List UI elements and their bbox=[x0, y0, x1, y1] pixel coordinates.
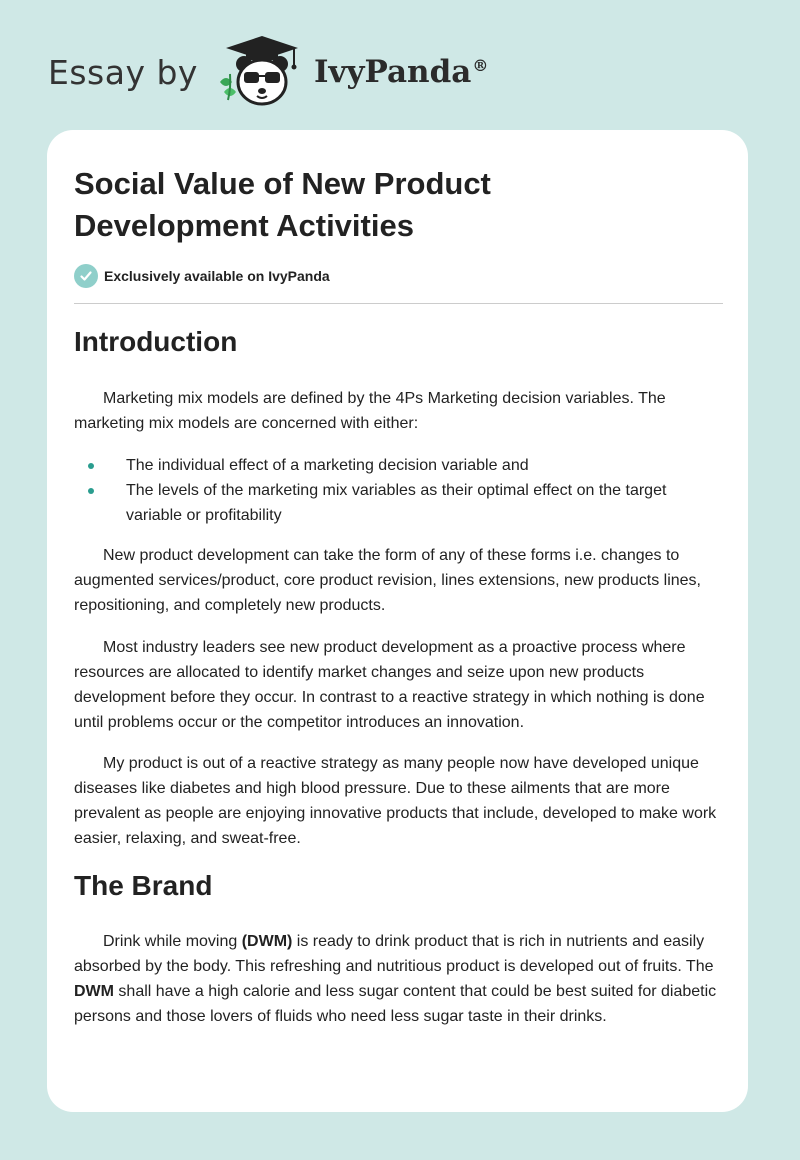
brand-paragraph-1: Drink while moving (DWM) is ready to drink product that is rich in nutrients and easily absorbed by the body. This refreshing and nutritious product is developed out of fruits. The DWM shall have a high calorie and less sugar content that could be best suited for diabetic persons and those lovers of fluids who need less sugar taste in their drinks. bbox=[74, 933, 717, 1025]
essay-card bbox=[47, 130, 748, 1112]
bullet-icon bbox=[88, 463, 94, 469]
essay-by-label: Essay by bbox=[48, 52, 198, 92]
title-divider bbox=[74, 303, 723, 304]
ivypanda-wordmark[interactable]: IvyPanda® bbox=[313, 54, 489, 90]
list-item: The levels of the marketing mix variables as their optimal effect on the target variable or profitability bbox=[74, 478, 723, 528]
intro-paragraph-3: Most industry leaders see new product development as a proactive process where resources are allocated to identify market changes and seize upon new products development before they occur. In contrast to a reactive strategy in which nothing is done until problems occur or the competitor introduces an innovation. bbox=[74, 639, 705, 731]
essay-title: Social Value of New Product Development Activities bbox=[74, 166, 491, 243]
intro-paragraph-2: New product development can take the form of any of these forms i.e. changes to augmented services/product, core product revision, lines extensions, new products lines, repositioning, and completely new products. bbox=[74, 547, 701, 614]
check-icon bbox=[74, 264, 98, 288]
intro-bullet-list bbox=[74, 453, 723, 528]
heading-introduction: Introduction bbox=[74, 326, 238, 357]
heading-the-brand: The Brand bbox=[74, 870, 213, 901]
panda-logo-icon bbox=[214, 34, 310, 110]
list-item: The individual effect of a marketing decision variable and bbox=[74, 453, 723, 478]
site-header bbox=[48, 34, 488, 110]
exclusive-badge bbox=[74, 264, 330, 288]
bullet-icon bbox=[88, 488, 94, 494]
intro-paragraph-4: My product is out of a reactive strategy as many people now have developed unique diseases like diabetes and high blood pressure. Due to these ailments that are more prevalent as people are enjoying innovative products that include, developed to make work easier, relaxing, and sweat-free. bbox=[74, 755, 717, 847]
exclusive-label: Exclusively available on IvyPanda bbox=[104, 268, 330, 284]
intro-paragraph-1: Marketing mix models are defined by the 4Ps Marketing decision variables. The marketing mix models are concerned with either: bbox=[74, 390, 666, 432]
